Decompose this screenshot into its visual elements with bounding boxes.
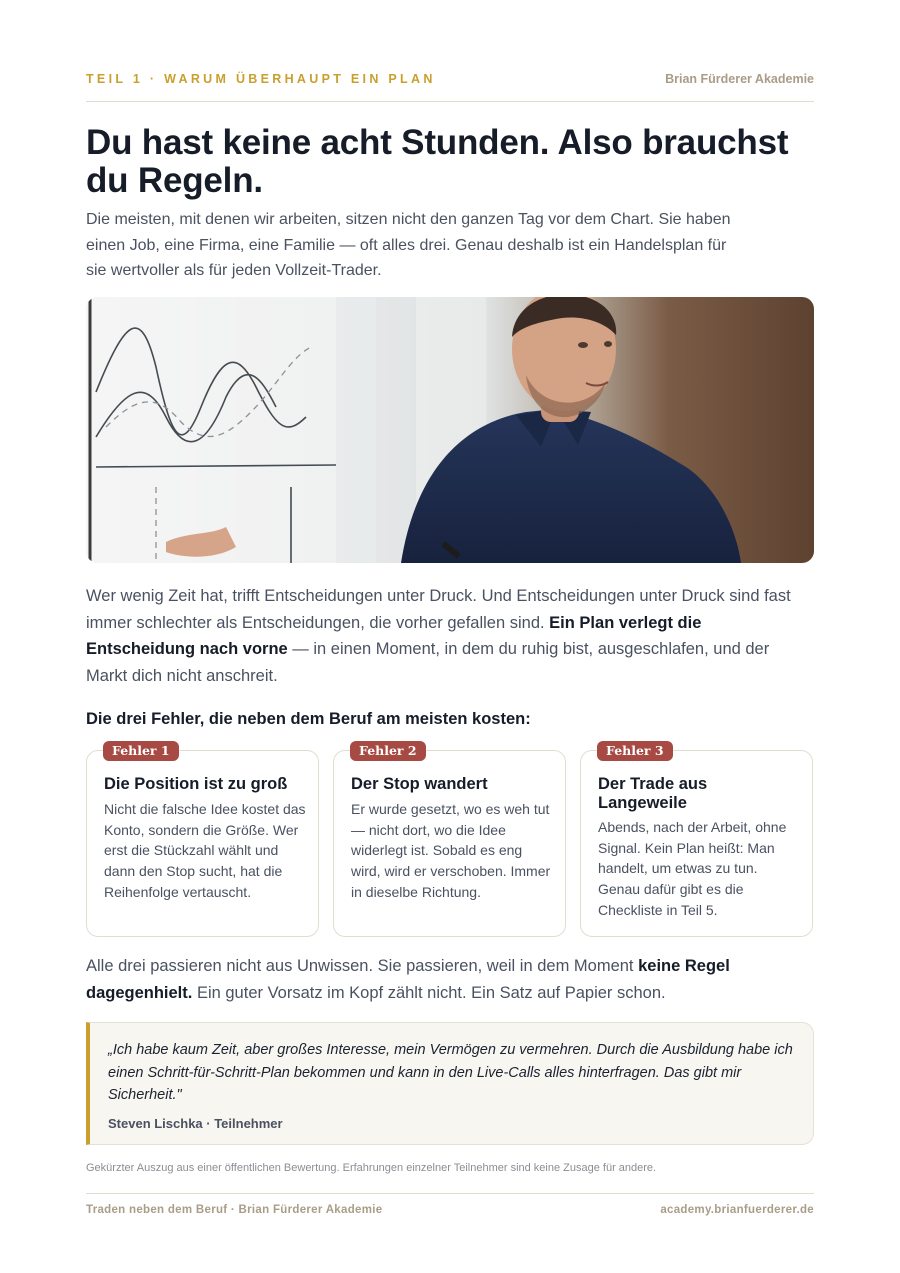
- paragraph-decisions-text: Wer wenig Zeit hat, trifft Entscheidungen unter Druck. Und Entscheidungen unter Druck sind fast immer schlechter als Entscheidungen, die vorher gefallen sind.: [86, 587, 791, 632]
- error-card-1: [86, 743, 319, 937]
- page-title: Du hast keine acht Stunden. Also brauchst du Regeln.: [86, 123, 789, 200]
- paragraph-rules-emphasis: keine Regel dagegenhielt.: [86, 957, 730, 1002]
- page-footer: [86, 1193, 814, 1224]
- error-badge: Fehler 3: [597, 741, 673, 761]
- error-text: Nicht die falsche Idee kostet das Konto, sondern die Größe. Wer erst die Stückzahl wählt und dann den Stop sucht, hat die Reihenfolge vertauscht.: [104, 801, 306, 900]
- testimonial-text: „Ich habe kaum Zeit, aber großes Interesse, mein Vermögen zu vermehren. Durch die Ausbildung habe ich einen Schritt-für-Schritt-Plan bekommen und kann in den Live-Calls alles hinterfragen. Das gibt mir Sicherheit.": [108, 1042, 793, 1103]
- paragraph-rules-text-end: Ein guter Vorsatz im Kopf zählt nicht. Ein Satz auf Papier schon.: [192, 983, 666, 1002]
- error-card-3: [580, 743, 813, 937]
- section-label: TEIL 1 · WARUM ÜBERHAUPT EIN PLAN: [86, 72, 436, 86]
- paragraph-rules-text: Alle drei passieren nicht aus Unwissen. Sie passieren, weil in dem Moment: [86, 957, 639, 975]
- errors-heading: Die drei Fehler, die neben dem Beruf am meisten kosten:: [86, 710, 531, 728]
- hero-photo: [86, 297, 814, 563]
- paragraph-decisions-emphasis: Ein Plan verlegt die Entscheidung nach vorne: [86, 613, 702, 658]
- error-text: Abends, nach der Arbeit, ohne Signal. Kein Plan heißt: Man handelt, um etwas zu tun. Genau dafür gibt es die Checkliste in Teil 5.: [598, 819, 787, 918]
- error-card-2: [333, 743, 566, 937]
- disclaimer: Gekürzter Auszug aus einer öffentlichen Bewertung. Erfahrungen einzelner Teilnehmer sind keine Zusage für andere.: [86, 1162, 657, 1174]
- error-badge: Fehler 2: [350, 741, 426, 761]
- paragraph-rules: [86, 953, 814, 1006]
- paragraph-decisions: [86, 583, 814, 689]
- error-text: Er wurde gesetzt, wo es weh tut — nicht dort, wo die Idee widerlegt ist. Sobald es eng wird, wird er verschoben. Immer in dieselbe Richtung.: [351, 801, 551, 900]
- error-title: Der Trade aus Langeweile: [598, 775, 708, 812]
- testimonial-quote: [86, 1022, 814, 1145]
- paragraph-decisions-text-end: — in einen Moment, in dem du ruhig bist, ausgeschlafen, und der Markt dich nicht anschreit.: [86, 640, 770, 685]
- brand-name: Brian Fürderer Akademie: [665, 72, 814, 86]
- testimonial-author: Steven Lischka · Teilnehmer: [108, 1116, 283, 1131]
- error-title: Der Stop wandert: [351, 775, 488, 793]
- running-header: [86, 71, 814, 102]
- lead-paragraph: Die meisten, mit denen wir arbeiten, sitzen nicht den ganzen Tag vor dem Chart. Sie haben einen Job, eine Firma, eine Familie — oft alles drei. Genau deshalb ist ein Handelsplan für sie wertvoller als für jeden Vollzeit-Trader.: [86, 211, 731, 279]
- footer-url: academy.brianfuerderer.de: [660, 1204, 814, 1216]
- error-title: Die Position ist zu groß: [104, 775, 288, 793]
- footer-title: Traden neben dem Beruf · Brian Fürderer Akademie: [86, 1204, 383, 1216]
- error-badge: Fehler 1: [103, 741, 179, 761]
